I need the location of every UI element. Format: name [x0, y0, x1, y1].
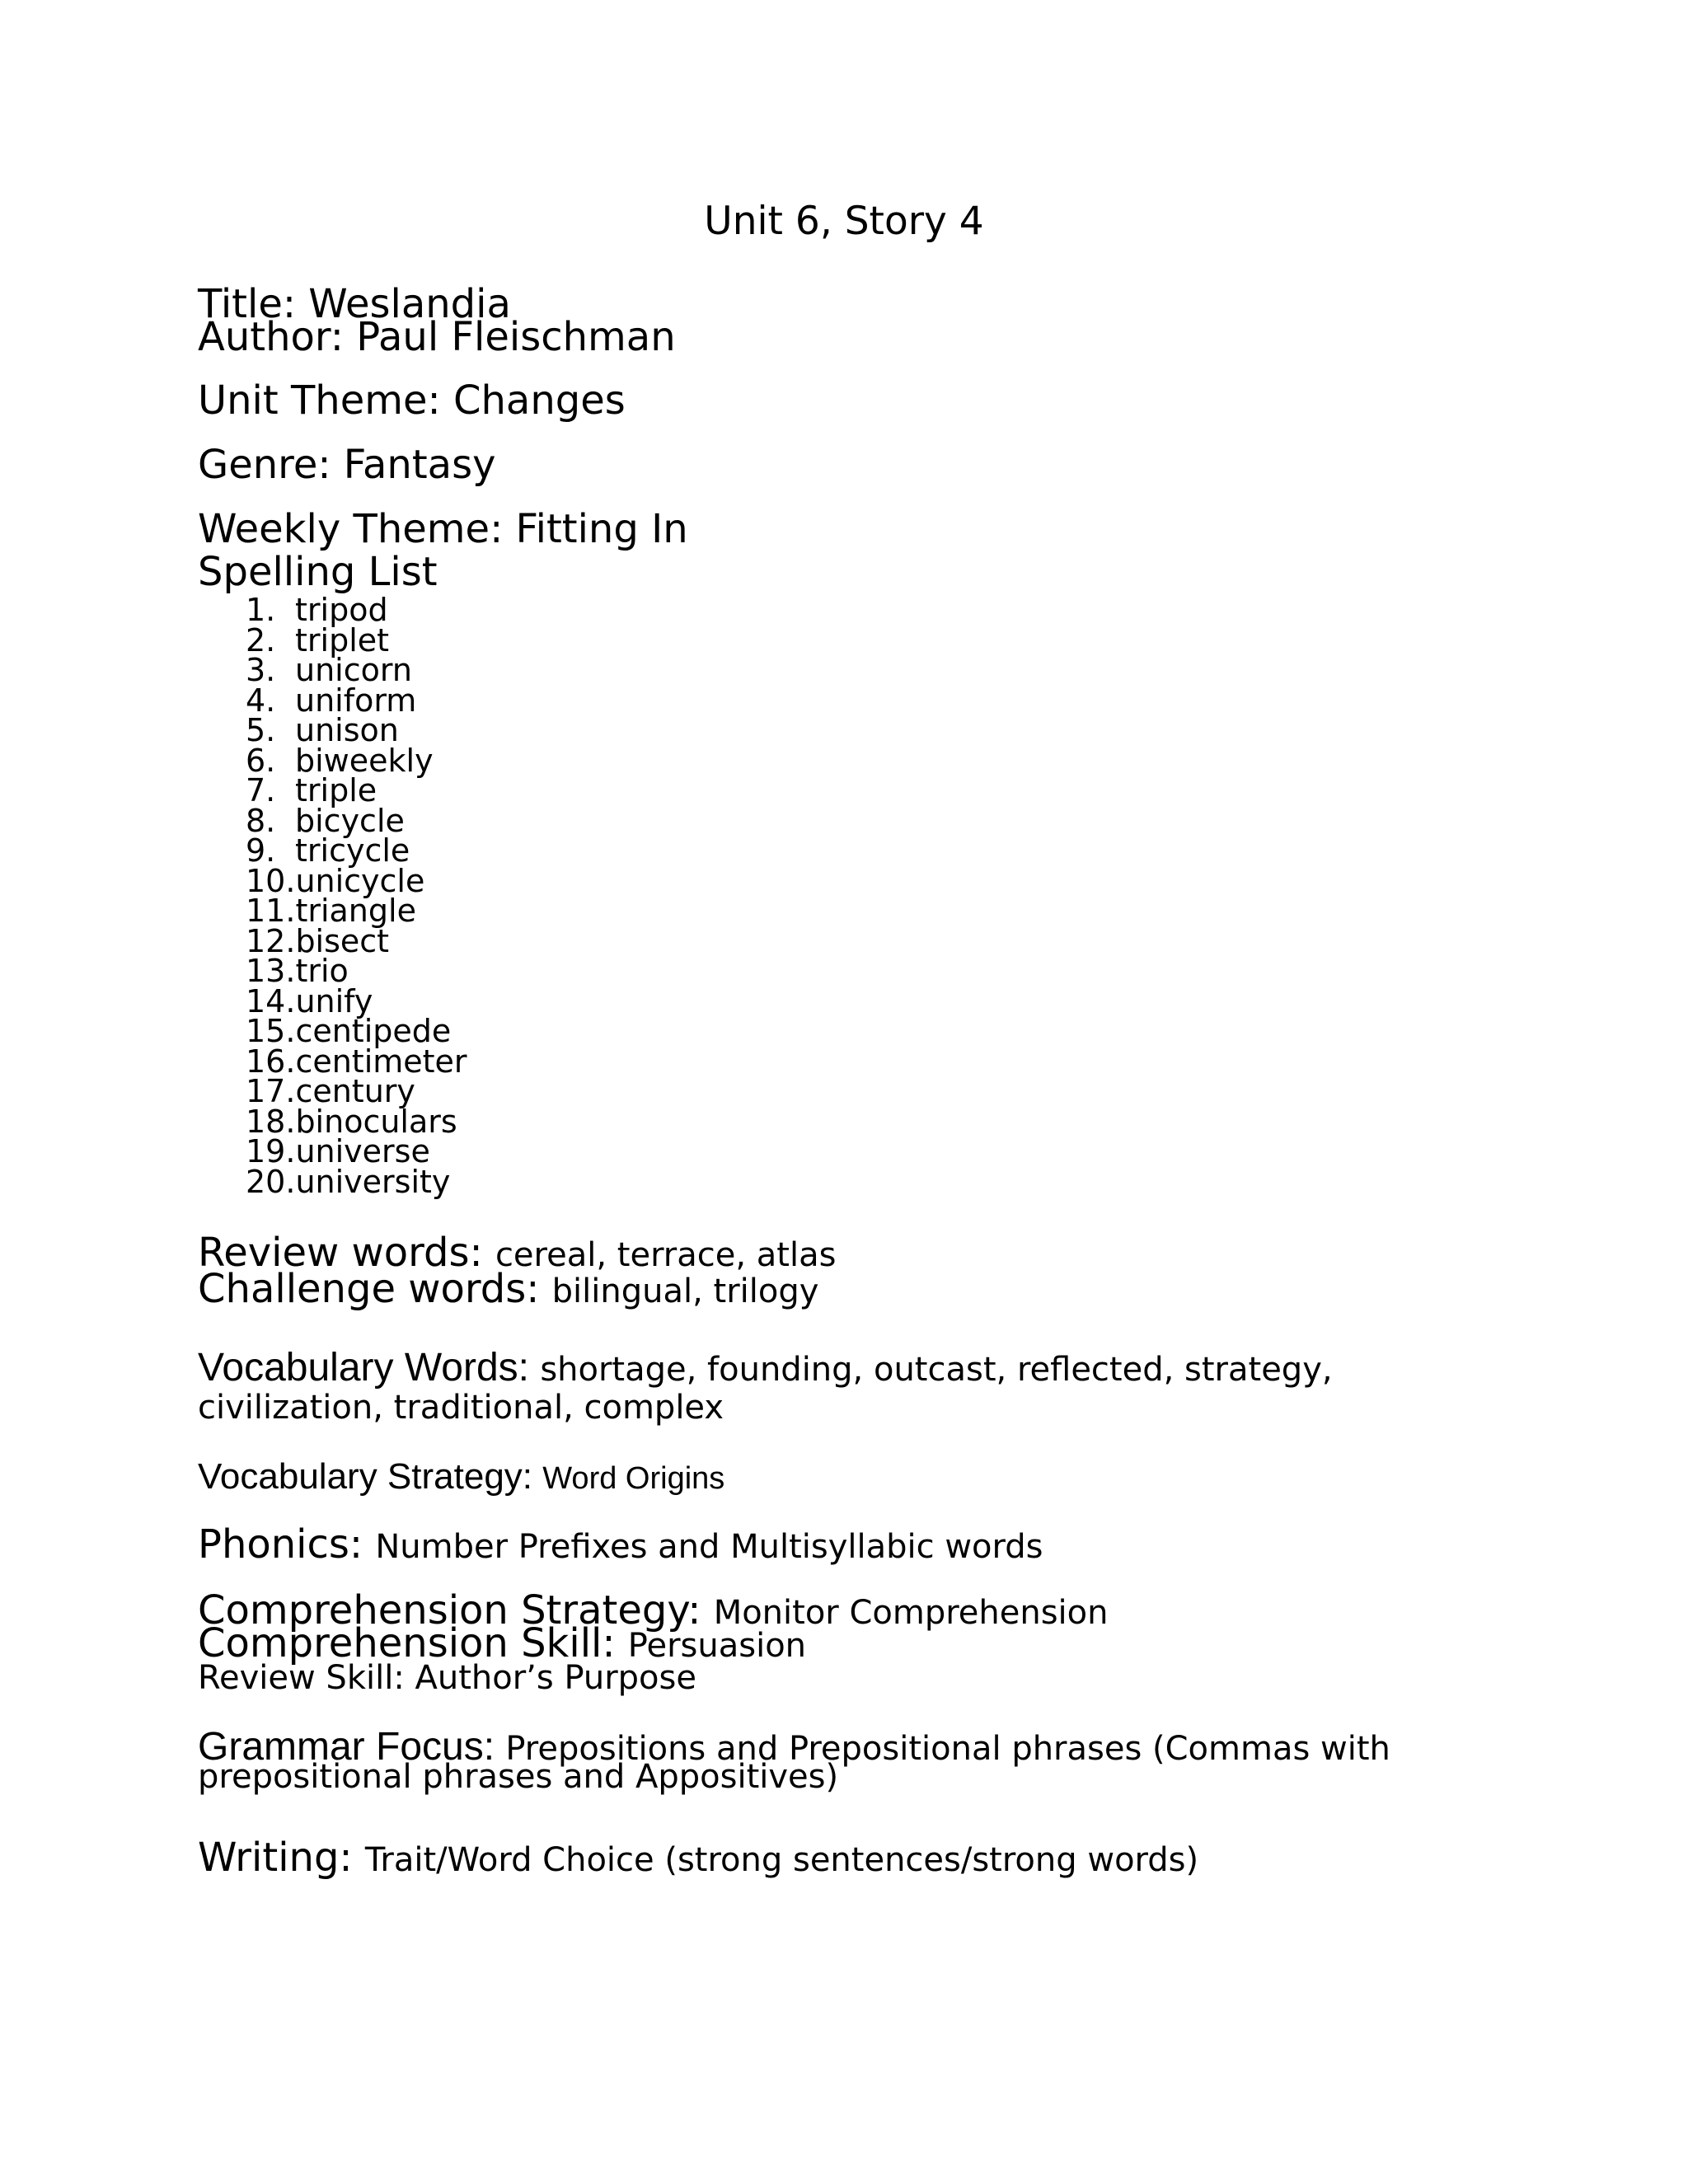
- list-word: binoculars: [295, 1103, 457, 1140]
- vocab-strategy-label: Vocabulary Strategy:: [198, 1456, 543, 1497]
- list-item: [246, 953, 467, 989]
- spelling-list: [246, 592, 467, 1200]
- list-item: [246, 1163, 467, 1200]
- list-word: unison: [295, 712, 399, 748]
- list-number: 18.: [246, 1103, 296, 1140]
- list-item: [246, 832, 467, 869]
- list-item: [246, 1043, 467, 1080]
- phonics-label: Phonics:: [198, 1521, 376, 1568]
- list-item: [246, 982, 467, 1019]
- list-word: biweekly: [295, 742, 434, 779]
- list-number: 8.: [246, 802, 276, 839]
- list-word: centimeter: [295, 1043, 467, 1080]
- list-number: 11.: [246, 893, 296, 929]
- genre-value: Fantasy: [343, 442, 496, 488]
- genre-label: Genre:: [198, 442, 344, 488]
- list-number: 5.: [246, 712, 276, 748]
- list-number: 14.: [246, 982, 296, 1019]
- list-item: [246, 1133, 467, 1169]
- challenge-words-value: bilingual, trilogy: [551, 1272, 819, 1310]
- vocab-strategy-line: [198, 1456, 725, 1497]
- grammar-focus-label: Grammar Focus:: [198, 1725, 506, 1769]
- list-number: 9.: [246, 832, 276, 869]
- list-item: [246, 1013, 467, 1049]
- list-word: bisect: [295, 922, 390, 959]
- list-word: university: [295, 1163, 451, 1200]
- list-item: [246, 621, 467, 658]
- comprehension-skill-label: Comprehension Skill:: [198, 1620, 628, 1666]
- list-word: unify: [295, 982, 373, 1019]
- list-number: 1.: [246, 592, 276, 628]
- list-word: triangle: [295, 893, 416, 929]
- list-number: 7.: [246, 772, 276, 808]
- list-number: 16.: [246, 1043, 296, 1080]
- list-item: [246, 682, 467, 719]
- list-item: [246, 862, 467, 899]
- comprehension-skill-value: Persuasion: [627, 1627, 807, 1665]
- vocabulary-words-continuation: civilization, traditional, complex: [198, 1389, 724, 1427]
- grammar-focus-value: Prepositions and Prepositional phrases (Commas with: [505, 1730, 1390, 1768]
- list-word: centipede: [295, 1013, 452, 1049]
- list-word: bicycle: [295, 802, 405, 839]
- writing-label: Writing:: [198, 1835, 365, 1881]
- list-word: tripod: [295, 592, 388, 628]
- title-value: Weslandia: [308, 281, 511, 327]
- list-word: universe: [295, 1133, 430, 1169]
- list-number: 12.: [246, 922, 296, 959]
- list-item: [246, 592, 467, 628]
- writing-line: [198, 1835, 1199, 1881]
- author-line: [198, 314, 676, 360]
- list-number: 10.: [246, 862, 296, 899]
- review-words-label: Review words:: [198, 1230, 495, 1276]
- list-item: [246, 712, 467, 748]
- grammar-focus-continuation: prepositional phrases and Appositives): [198, 1758, 839, 1796]
- list-item: [246, 922, 467, 959]
- list-number: 17.: [246, 1073, 296, 1109]
- list-number: 19.: [246, 1133, 296, 1169]
- comprehension-strategy-label: Comprehension Strategy:: [198, 1587, 714, 1633]
- challenge-words-label: Challenge words:: [198, 1266, 552, 1312]
- list-number: 2.: [246, 621, 276, 658]
- list-item: [246, 893, 467, 929]
- vocabulary-words-value: shortage, founding, outcast, reflected, strategy,: [540, 1351, 1333, 1389]
- list-number: 3.: [246, 652, 276, 688]
- review-skill-line: Review Skill: Author’s Purpose: [198, 1659, 696, 1697]
- unit-theme-label: Unit Theme:: [198, 377, 453, 424]
- comprehension-strategy-value: Monitor Comprehension: [713, 1594, 1109, 1632]
- unit-theme-value: Changes: [452, 377, 626, 424]
- genre-line: [198, 442, 496, 488]
- list-number: 13.: [246, 953, 296, 989]
- list-item: [246, 742, 467, 779]
- list-word: tricycle: [295, 832, 410, 869]
- list-item: [246, 1073, 467, 1109]
- list-word: trio: [295, 953, 349, 989]
- list-item: [246, 772, 467, 808]
- list-word: unicorn: [295, 652, 412, 688]
- list-item: [246, 652, 467, 688]
- unit-story-heading: Unit 6, Story 4: [704, 199, 984, 244]
- author-label: Author:: [198, 314, 357, 360]
- vocab-strategy-value: Word Origins: [542, 1461, 725, 1496]
- list-item: [246, 1103, 467, 1140]
- spelling-list-heading: Spelling List: [198, 549, 438, 595]
- list-word: uniform: [295, 682, 417, 719]
- writing-value: Trait/Word Choice (strong sentences/strong words): [364, 1841, 1199, 1879]
- list-number: 4.: [246, 682, 276, 719]
- list-number: 20.: [246, 1163, 296, 1200]
- phonics-value: Number Prefixes and Multisyllabic words: [375, 1528, 1043, 1566]
- weekly-theme-label: Weekly Theme:: [198, 506, 516, 552]
- unit-theme-line: [198, 377, 626, 424]
- list-number: 15.: [246, 1013, 296, 1049]
- weekly-theme-value: Fitting In: [515, 506, 688, 552]
- weekly-theme-line: [198, 506, 688, 552]
- vocabulary-words-line: [198, 1348, 1333, 1388]
- list-word: unicycle: [295, 862, 425, 899]
- list-word: triplet: [295, 621, 390, 658]
- author-value: Paul Fleischman: [356, 314, 676, 360]
- review-words-value: cereal, terrace, atlas: [495, 1236, 837, 1274]
- list-item: [246, 802, 467, 839]
- list-number: 6.: [246, 742, 276, 779]
- list-word: century: [295, 1073, 415, 1109]
- challenge-words-line: [198, 1266, 819, 1312]
- vocabulary-words-label: Vocabulary Words:: [198, 1346, 541, 1390]
- comprehension-skill-line: [198, 1620, 807, 1666]
- phonics-line: [198, 1521, 1043, 1568]
- title-label: Title:: [198, 281, 309, 327]
- list-word: triple: [295, 772, 377, 808]
